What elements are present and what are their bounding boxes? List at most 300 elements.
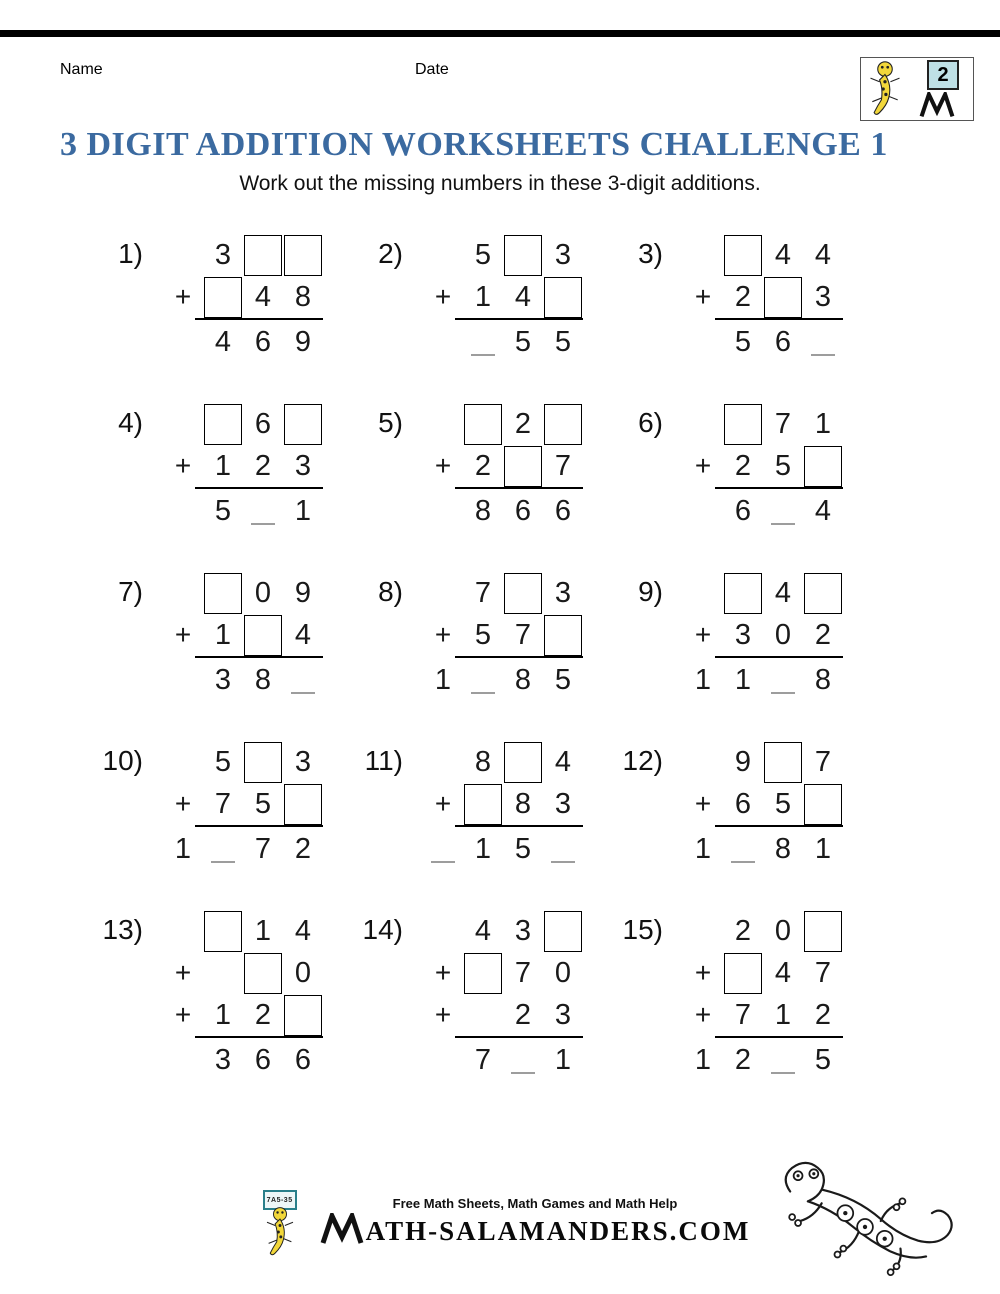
missing-digit-blank[interactable] [803,321,843,363]
missing-digit-box[interactable] [503,572,543,614]
answer-row [683,659,843,701]
digit: 2 [814,618,832,651]
missing-digit-blank[interactable] [283,659,323,701]
digit: 9 [294,325,312,358]
digit: 5 [774,787,792,820]
missing-digit-blank[interactable] [543,828,583,870]
footer-site-line [320,1213,751,1245]
digit: 4 [294,618,312,651]
problem-4 [85,403,345,532]
gecko-illustration [762,1158,970,1286]
missing-digit-box[interactable] [203,403,243,445]
missing-digit-box[interactable] [283,783,323,825]
digit: 7 [734,998,752,1031]
digit: 4 [254,280,272,313]
footer-tagline: Free Math Sheets, Math Games and Math Help [392,1196,678,1211]
digit: 0 [774,914,792,947]
digit: 1 [254,914,272,947]
sum-line [455,1036,583,1038]
plus-sign: + [434,788,452,819]
digit: 8 [474,745,492,778]
sum-line [195,825,323,827]
digit: 2 [294,832,312,865]
plus-sign: + [434,999,452,1030]
empty-cell [163,403,203,445]
empty-cell [683,572,723,614]
digit: 9 [294,576,312,609]
problems-grid [85,234,865,1081]
digit-row [423,403,583,445]
missing-digit-box[interactable] [243,614,283,656]
digit: 7 [554,449,572,482]
plus-sign: + [694,619,712,650]
digit: 8 [514,663,532,696]
digit: 1 [474,280,492,313]
missing-digit-box[interactable] [543,614,583,656]
digit-row [163,276,323,318]
problem-work [163,910,323,1081]
problem-work [163,403,323,532]
digit-row [683,783,843,825]
missing-digit-box[interactable] [763,741,803,783]
problem-14 [345,910,605,1081]
digit-row [683,910,843,952]
digit: 4 [294,914,312,947]
empty-cell [163,490,203,532]
digit: 7 [514,956,532,989]
digit: 5 [474,238,492,271]
problem-number: 9) [638,576,663,607]
plus-sign: + [434,619,452,650]
digit: 1 [814,407,832,440]
digit: 4 [774,576,792,609]
problem-number: 12) [622,745,663,776]
missing-digit-box[interactable] [463,783,503,825]
empty-cell [423,1039,463,1081]
empty-cell [423,490,463,532]
digit: 8 [774,832,792,865]
plus-sign: + [174,999,192,1030]
missing-digit-blank[interactable] [763,1039,803,1081]
missing-digit-blank[interactable] [763,490,803,532]
missing-digit-box[interactable] [543,403,583,445]
sum-line [455,656,583,658]
plus-sign: + [434,957,452,988]
digit: 5 [474,618,492,651]
m-logo-icon [320,1213,364,1245]
digit-row [163,952,323,994]
digit: 5 [774,449,792,482]
missing-digit-box[interactable] [203,276,243,318]
answer-row [423,828,583,870]
digit: 1 [694,832,712,865]
empty-cell [163,741,203,783]
digit-row [163,445,323,487]
missing-digit-blank[interactable] [423,828,463,870]
problem-7 [85,572,345,701]
date-label: Date [415,61,449,78]
digit: 7 [214,787,232,820]
empty-cell [463,994,503,1036]
digit: 5 [814,1043,832,1076]
m-logo-icon [911,92,963,118]
digit: 2 [734,1043,752,1076]
digit: 9 [734,745,752,778]
digit-row [683,572,843,614]
digit-row [423,910,583,952]
sum-line [455,487,583,489]
digit-row [683,276,843,318]
digit-row [163,403,323,445]
missing-digit-box[interactable] [203,572,243,614]
digit: 5 [734,325,752,358]
empty-cell [683,490,723,532]
empty-cell [683,403,723,445]
problem-number: 11) [364,745,403,776]
missing-digit-blank[interactable] [463,659,503,701]
digit-row [423,614,583,656]
problem-number: 10) [102,745,143,776]
digit-row [423,572,583,614]
digit: 7 [814,745,832,778]
problem-1 [85,234,345,363]
digit: 5 [214,745,232,778]
missing-digit-blank[interactable] [203,828,243,870]
sum-line [715,656,843,658]
missing-digit-box[interactable] [803,445,843,487]
answer-row [423,659,583,701]
missing-digit-blank[interactable] [723,828,763,870]
digit: 2 [514,998,532,1031]
problem-work [683,234,843,363]
digit: 1 [174,832,192,865]
problem-work [423,234,583,363]
digit-row [423,783,583,825]
top-divider-bar [0,30,1000,37]
problem-10 [85,741,345,870]
problem-work [423,910,583,1081]
digit-row [423,994,583,1036]
digit: 5 [214,494,232,527]
sum-line [715,1036,843,1038]
problem-8 [345,572,605,701]
digit: 2 [514,407,532,440]
empty-cell [163,234,203,276]
digit: 5 [514,325,532,358]
missing-digit-box[interactable] [283,403,323,445]
digit: 3 [214,238,232,271]
problem-12 [605,741,865,870]
digit: 1 [214,998,232,1031]
digit: 1 [814,832,832,865]
missing-digit-box[interactable] [463,403,503,445]
empty-cell [203,952,243,994]
digit: 7 [474,576,492,609]
digit-row [683,614,843,656]
digit: 2 [734,914,752,947]
empty-cell [163,572,203,614]
answer-row [683,321,843,363]
empty-cell [163,659,203,701]
plus-sign: + [694,999,712,1030]
empty-cell [423,321,463,363]
problem-work [683,403,843,532]
digit: 4 [554,745,572,778]
digit: 7 [474,1043,492,1076]
digit-row [163,234,323,276]
empty-cell [423,234,463,276]
grade-logo [860,57,974,121]
problem-9 [605,572,865,701]
digit: 6 [254,407,272,440]
plus-sign: + [434,281,452,312]
digit-row [683,234,843,276]
plus-sign: + [174,957,192,988]
problem-number: 3) [638,238,663,269]
digit: 6 [774,325,792,358]
missing-digit-box[interactable] [463,952,503,994]
problem-15 [605,910,865,1081]
empty-cell [683,234,723,276]
digit: 4 [774,956,792,989]
digit: 3 [554,238,572,271]
missing-digit-box[interactable] [203,910,243,952]
missing-digit-box[interactable] [243,952,283,994]
digit-row [423,741,583,783]
problem-work [163,234,323,363]
digit: 2 [734,449,752,482]
plus-sign: + [174,450,192,481]
answer-row [683,1039,843,1081]
plus-sign: + [174,788,192,819]
missing-digit-blank[interactable] [763,659,803,701]
digit: 7 [254,832,272,865]
answer-row [423,1039,583,1081]
answer-row [163,659,323,701]
digit: 1 [694,663,712,696]
missing-digit-box[interactable] [283,994,323,1036]
footer-site-name: ATH-SALAMANDERS.COM [365,1216,751,1246]
plus-sign: + [694,788,712,819]
salamander-icon [863,60,907,118]
digit: 8 [474,494,492,527]
problem-number: 15) [622,914,663,945]
plus-sign: + [694,957,712,988]
answer-row [163,321,323,363]
problem-number: 8) [378,576,403,607]
instructions-text: Work out the missing numbers in these 3-digit additions. [239,172,761,195]
digit: 3 [554,576,572,609]
missing-digit-box[interactable] [243,741,283,783]
digit: 2 [254,998,272,1031]
empty-cell [683,321,723,363]
missing-digit-blank[interactable] [243,490,283,532]
digit: 8 [254,663,272,696]
digit: 5 [554,325,572,358]
digit-row [163,783,323,825]
digit: 1 [474,832,492,865]
digit: 6 [254,325,272,358]
digit: 3 [214,663,232,696]
problem-work [423,403,583,532]
digit: 3 [294,449,312,482]
missing-digit-box[interactable] [503,445,543,487]
digit: 8 [514,787,532,820]
sum-line [455,825,583,827]
answer-row [163,1039,323,1081]
digit: 6 [514,494,532,527]
digit: 5 [514,832,532,865]
digit: 3 [294,745,312,778]
digit: 3 [514,914,532,947]
digit: 1 [694,1043,712,1076]
digit: 0 [294,956,312,989]
digit: 4 [774,238,792,271]
problem-work [423,741,583,870]
missing-digit-box[interactable] [543,276,583,318]
problem-work [163,572,323,701]
digit-row [163,572,323,614]
empty-cell [423,741,463,783]
missing-digit-box[interactable] [503,741,543,783]
answer-row [683,828,843,870]
empty-cell [163,910,203,952]
empty-cell [423,403,463,445]
problem-number: 4) [118,407,143,438]
digit: 3 [734,618,752,651]
digit: 1 [434,663,452,696]
digit: 4 [814,238,832,271]
sum-line [195,656,323,658]
problem-11 [345,741,605,870]
digit-row [423,952,583,994]
digit: 5 [554,663,572,696]
empty-cell [163,321,203,363]
digit-row [163,741,323,783]
digit: 5 [254,787,272,820]
missing-digit-box[interactable] [803,572,843,614]
answer-row [423,490,583,532]
digit-row [163,910,323,952]
digit-row [423,234,583,276]
digit-row [683,445,843,487]
problem-work [423,572,583,701]
footer-text [320,1190,751,1245]
digit: 4 [474,914,492,947]
plus-sign: + [694,281,712,312]
digit: 1 [734,663,752,696]
problem-number: 5) [378,407,403,438]
answer-row [163,490,323,532]
missing-digit-box[interactable] [763,276,803,318]
digit: 1 [774,998,792,1031]
empty-cell [683,741,723,783]
sum-line [715,318,843,320]
digit: 4 [214,325,232,358]
sum-line [455,318,583,320]
grade-number-badge: 2 [927,60,959,90]
digit-row [423,445,583,487]
digit: 6 [254,1043,272,1076]
digit: 8 [814,663,832,696]
digit: 6 [734,494,752,527]
missing-digit-box[interactable] [723,952,763,994]
digit: 1 [294,494,312,527]
problem-work [683,910,843,1081]
digit: 3 [554,998,572,1031]
missing-digit-box[interactable] [243,234,283,276]
answer-row [163,828,323,870]
problem-number: 6) [638,407,663,438]
digit-row [163,614,323,656]
digit: 2 [734,280,752,313]
salamander-icon [263,1206,297,1258]
missing-digit-box[interactable] [283,234,323,276]
empty-cell [683,910,723,952]
digit: 0 [254,576,272,609]
missing-digit-box[interactable] [723,572,763,614]
digit: 0 [774,618,792,651]
missing-digit-blank[interactable] [503,1039,543,1081]
sum-line [715,825,843,827]
missing-digit-box[interactable] [503,234,543,276]
digit: 4 [814,494,832,527]
problem-number: 13) [102,914,143,945]
missing-digit-box[interactable] [723,234,763,276]
footer-logo-icon [250,1190,310,1258]
problem-number: 7) [118,576,143,607]
digit: 4 [514,280,532,313]
sum-line [195,487,323,489]
digit: 8 [294,280,312,313]
answer-row [423,321,583,363]
plus-sign: + [174,619,192,650]
digit: 7 [514,618,532,651]
sum-line [195,318,323,320]
missing-digit-box[interactable] [543,910,583,952]
missing-digit-box[interactable] [803,910,843,952]
missing-digit-box[interactable] [803,783,843,825]
problem-6 [605,403,865,532]
problem-5 [345,403,605,532]
empty-cell [423,910,463,952]
digit: 3 [214,1043,232,1076]
problem-13 [85,910,345,1081]
digit: 1 [214,618,232,651]
digit: 2 [814,998,832,1031]
grade-logo-right [911,60,963,118]
digit: 6 [554,494,572,527]
digit: 2 [474,449,492,482]
plus-sign: + [174,281,192,312]
digit-row [683,403,843,445]
missing-digit-box[interactable] [723,403,763,445]
digit: 2 [254,449,272,482]
answer-row [683,490,843,532]
problem-3 [605,234,865,363]
plus-sign: + [434,450,452,481]
digit-row [683,994,843,1036]
problem-number: 14) [362,914,403,945]
digit: 3 [814,280,832,313]
digit: 6 [294,1043,312,1076]
missing-digit-blank[interactable] [463,321,503,363]
digit: 3 [554,787,572,820]
digit: 0 [554,956,572,989]
empty-cell [163,1039,203,1081]
problem-number: 1) [118,238,143,269]
problem-work [683,741,843,870]
